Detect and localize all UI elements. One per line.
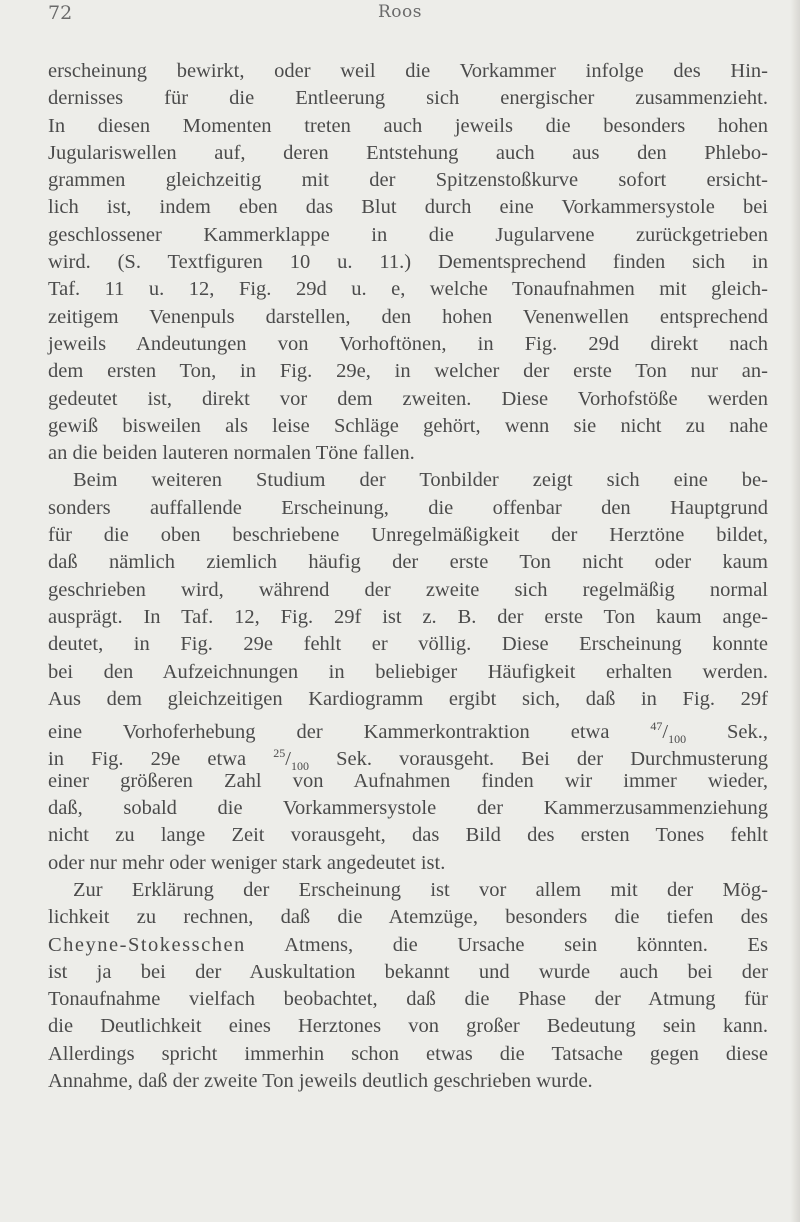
spaced-name: Cheyne-Stokesschen xyxy=(48,933,246,956)
text-line: nicht zu lange Zeit vorausgeht, das Bild des ersten Tones fehlt xyxy=(48,824,768,847)
text-line: grammen gleichzeitig mit der Spitzenstoßkurve sofort ersicht- xyxy=(48,169,768,192)
fraction-numerator: 47 xyxy=(650,719,663,734)
text-line: daß nämlich ziemlich häufig der erste Ton nicht oder kaum xyxy=(48,551,768,574)
text-line: zeitigem Venenpuls darstellen, den hohen Venenwellen entsprechend xyxy=(48,305,768,328)
text-line: an die beiden lauteren normalen Töne fallen. xyxy=(48,442,415,465)
paragraph-3 xyxy=(48,877,768,1095)
text-line: Jugulariswellen auf, deren Entstehung auch aus den Phlebo- xyxy=(48,141,768,164)
text-line: Beim weiteren Studium der Tonbilder zeigt sich eine be- xyxy=(73,469,768,492)
text-line: deutet, in Fig. 29e fehlt er völlig. Diese Erscheinung konnte xyxy=(48,633,768,656)
page-edge-shadow xyxy=(790,0,800,1222)
text-line: bei den Aufzeichnungen in beliebiger Häufigkeit erhalten werden. xyxy=(48,660,768,683)
text-line: Allerdings spricht immerhin schon etwas die Tatsache gegen diese xyxy=(48,1042,768,1065)
text-line: dem ersten Ton, in Fig. 29e, in welcher der erste Ton nur an- xyxy=(48,360,768,383)
paragraph-1 xyxy=(48,58,768,467)
text-line: In diesen Momenten treten auch jeweils die besonders hohen xyxy=(48,114,768,137)
text-line: Aus dem gleichzeitigen Kardiogramm ergibt sich, daß in Fig. 29f xyxy=(48,687,768,710)
text-line: die Deutlichkeit eines Herztones von großer Bedeutung sein kann. xyxy=(48,1015,768,1038)
text-line: Taf. 11 u. 12, Fig. 29d u. e, welche Tonaufnahmen mit gleich- xyxy=(48,278,768,301)
running-head: Roos xyxy=(378,2,422,22)
text-line: für die oben beschriebene Unregelmäßigkeit der Herztöne bildet, xyxy=(48,524,768,547)
text-line: wird. (S. Textfiguren 10 u. 11.) Dementsprechend finden sich in xyxy=(48,251,768,274)
text-line-with-fraction: eine Vorhoferhebung der Kammerkontraktion etwa $^{47}/_{100}$ Sek., xyxy=(48,719,769,747)
fraction-denominator: 100 xyxy=(668,732,687,747)
text-line: jeweils Andeutungen von Vorhoftönen, in Fig. 29d direkt nach xyxy=(48,332,768,355)
body-text xyxy=(48,58,768,1095)
text-line: dernisses für die Entleerung sich energischer zusammenzieht. xyxy=(48,87,768,110)
text-line: geschrieben wird, während der zweite sich regelmäßig normal xyxy=(48,578,768,601)
text-line: erscheinung bewirkt, oder weil die Vorkammer infolge des Hin- xyxy=(48,60,768,82)
text-line: sonders auffallende Erscheinung, die offenbar den Hauptgrund xyxy=(48,496,768,519)
page-number: 72 xyxy=(48,2,73,24)
text-line: ist ja bei der Auskultation bekannt und wurde auch bei der xyxy=(48,960,768,983)
text-line: geschlossener Kammerklappe in die Jugularvene zurückgetrieben xyxy=(48,223,768,246)
text-line-with-spaced-name: Cheyne-Stokesschen Atmens, die Ursache sein könnten. Es xyxy=(48,933,768,956)
text-line: Tonaufnahme vielfach beobachtet, daß die Phase der Atmung für xyxy=(48,988,768,1011)
text-line: Annahme, daß der zweite Ton jeweils deutlich geschrieben wurde. xyxy=(48,1069,593,1092)
fraction-denominator: 100 xyxy=(290,759,309,774)
text-line: ausprägt. In Taf. 12, Fig. 29f ist z. B. der erste Ton kaum ange- xyxy=(48,605,768,628)
fraction-numerator: 25 xyxy=(273,746,286,761)
text-line: gedeutet ist, direkt vor dem zweiten. Diese Vorhofstöße werden xyxy=(48,387,768,410)
paragraph-2 xyxy=(48,467,768,876)
text-line-with-fraction: in Fig. 29e etwa $^{25}/_{100}$ Sek. vorausgeht. Bei der Durchmusterung xyxy=(48,746,768,774)
text-line: daß, sobald die Vorkammersystole der Kammerzusammenziehung xyxy=(48,797,768,820)
text-line: Zur Erklärung der Erscheinung ist vor allem mit der Mög- xyxy=(73,878,768,901)
text-line: gewiß bisweilen als leise Schläge gehört, wenn sie nicht zu nahe xyxy=(48,414,768,437)
text-line: oder nur mehr oder weniger stark angedeutet ist. xyxy=(48,851,446,874)
text-line: einer größeren Zahl von Aufnahmen finden wir immer wieder, xyxy=(48,769,768,792)
text-line: lichkeit zu rechnen, daß die Atemzüge, besonders die tiefen des xyxy=(48,906,768,929)
text-line: lich ist, indem eben das Blut durch eine Vorkammersystole bei xyxy=(48,196,768,219)
